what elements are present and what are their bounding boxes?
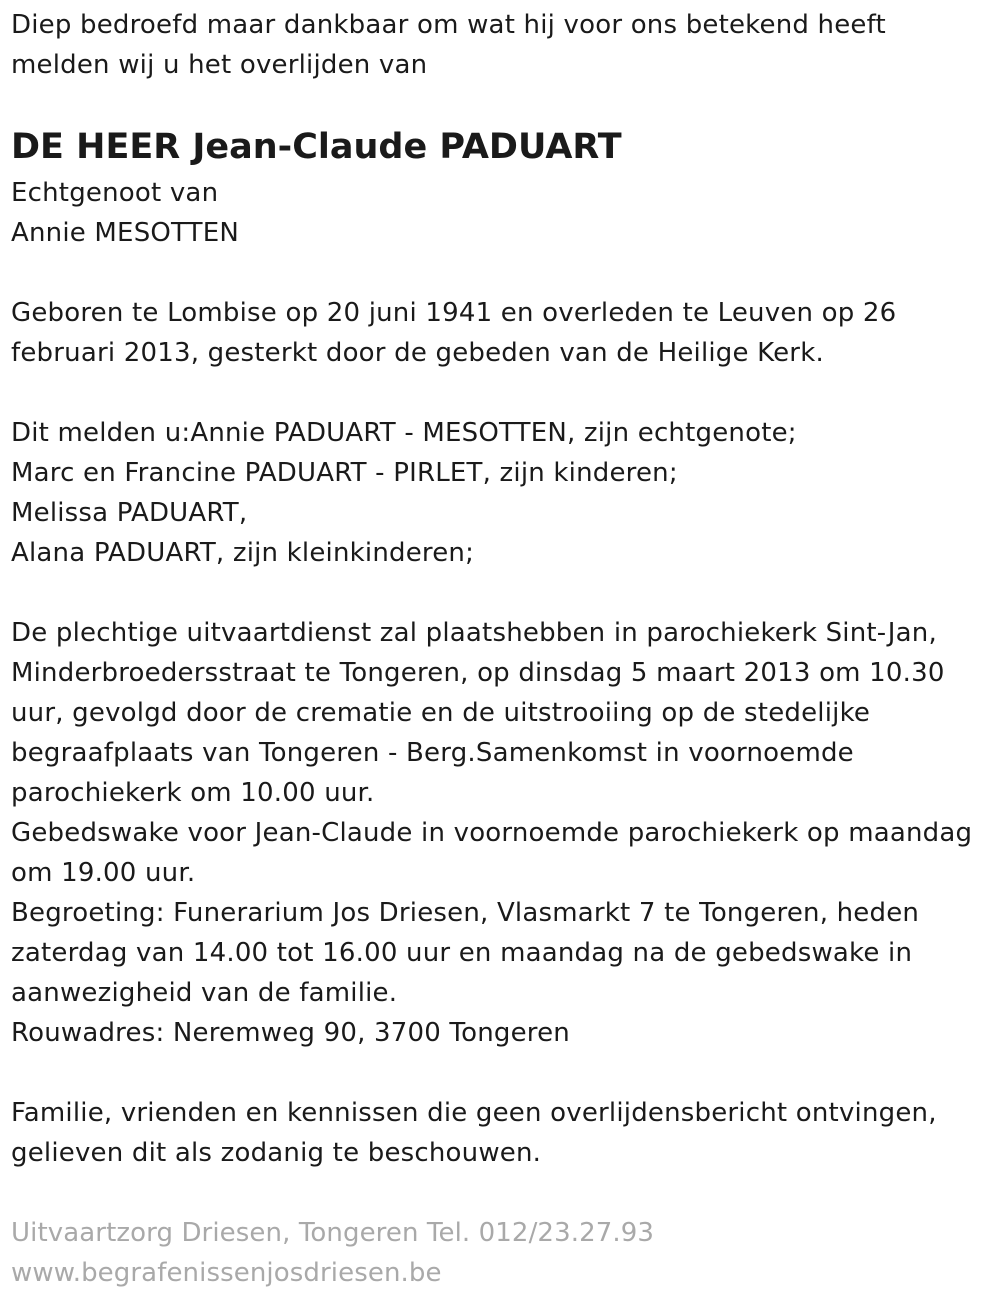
service-line: begraafplaats van Tongeren - Berg.Samenkomst in voornoemde — [11, 738, 854, 768]
service-line: uur, gevolgd door de crematie en de uitstrooiing op de stedelijke — [11, 698, 871, 728]
service-line: De plechtige uitvaartdienst zal plaatshebben in parochiekerk Sint-Jan, — [11, 618, 937, 648]
deceased-name-block — [11, 124, 622, 170]
closing-line: Familie, vrienden en kennissen die geen overlijdensbericht ontvingen, — [11, 1098, 937, 1128]
closing-paragraph — [11, 1093, 937, 1173]
closing-line: gelieven dit als zodanig te beschouwen. — [11, 1138, 542, 1168]
greeting-line: aanwezigheid van de familie. — [11, 978, 398, 1008]
spouse-paragraph — [11, 173, 239, 253]
greeting-line: Begroeting: Funerarium Jos Driesen, Vlasmarkt 7 te Tongeren, heden — [11, 898, 920, 928]
undertaker-website: www.begrafenissenjosdriesen.be — [11, 1258, 442, 1288]
birth-death-line: februari 2013, gesterkt door de gebeden van de Heilige Kerk. — [11, 338, 824, 368]
intro-line: melden wij u het overlijden van — [11, 50, 428, 80]
birth-death-line: Geboren te Lombise op 20 juni 1941 en overleden te Leuven op 26 — [11, 298, 897, 328]
intro-line: Diep bedroefd maar dankbaar om wat hij voor ons betekend heeft — [11, 10, 886, 40]
family-paragraph — [11, 413, 797, 573]
family-line: Melissa PADUART, — [11, 498, 248, 528]
wake-line: om 19.00 uur. — [11, 858, 196, 888]
undertaker-contact: Uitvaartzorg Driesen, Tongeren Tel. 012/23.27.93 — [11, 1218, 655, 1248]
undertaker-footer — [11, 1213, 654, 1293]
spouse-name: Annie MESOTTEN — [11, 218, 240, 248]
wake-line: Gebedswake voor Jean-Claude in voornoemde parochiekerk op maandag — [11, 818, 973, 848]
service-line: Minderbroedersstraat te Tongeren, op dinsdag 5 maart 2013 om 10.30 — [11, 658, 945, 688]
service-paragraph — [11, 613, 972, 1053]
family-line: Dit melden u:Annie PADUART - MESOTTEN, zijn echtgenote; — [11, 418, 797, 448]
intro-paragraph — [11, 5, 886, 85]
mourning-address: Rouwadres: Neremweg 90, 3700 Tongeren — [11, 1018, 570, 1048]
deceased-name: DE HEER Jean-Claude PADUART — [11, 127, 622, 167]
family-line: Marc en Francine PADUART - PIRLET, zijn kinderen; — [11, 458, 678, 488]
service-line: parochiekerk om 10.00 uur. — [11, 778, 375, 808]
family-line: Alana PADUART, zijn kleinkinderen; — [11, 538, 475, 568]
birth-death-paragraph — [11, 293, 896, 373]
greeting-line: zaterdag van 14.00 tot 16.00 uur en maandag na de gebedswake in — [11, 938, 913, 968]
spouse-line: Echtgenoot van — [11, 178, 219, 208]
